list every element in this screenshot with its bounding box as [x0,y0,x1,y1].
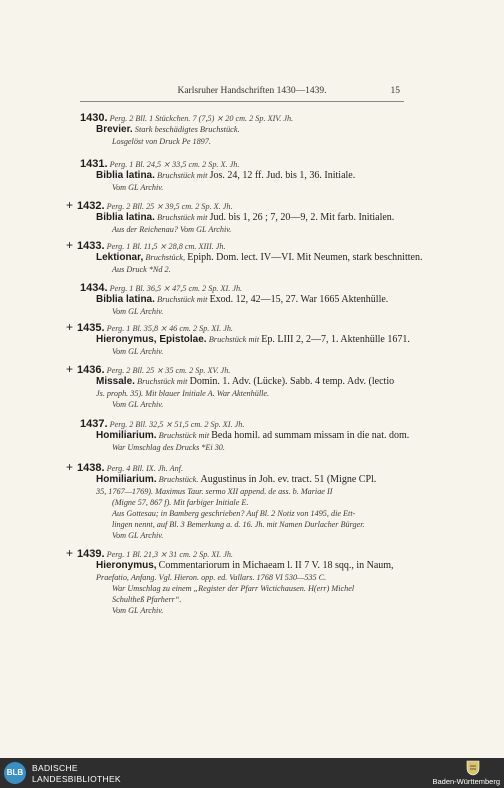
entry-description: Perg. 2 Bll. 25 ⨯ 35 cm. 2 Sp. XV. Jh. [106,366,231,375]
addition-mark: + [66,362,74,376]
library-name-line2: LANDESBIBLIOTHEK [32,774,121,784]
work-content: Epiph. Dom. lect. IV—VI. Mit Neumen, stark beschnitten. [187,252,423,263]
entry-header-line [66,362,230,376]
entry-continuation-line: Vom GL Archiv. [112,183,164,192]
entry-header-line [66,546,233,560]
entry-continuation-line: Aus Druck *Nd 2. [112,265,171,274]
work-content: Jos. 24, 12 ff. Jud. bis 1, 36. Initiale. [209,170,356,181]
entry-description: Perg. 1 Bl. 36,5 ⨯ 47,5 cm. 2 Sp. XI. Jh. [109,284,243,293]
work-title: Brevier. [96,124,133,135]
entry-continuation-line: Praefatio, Anfang. Vgl. Hieron. opp. ed. Vallars. 1768 VI 530—535 C. [96,573,327,582]
entry-continuation-line: Aus Gottesau; in Bamberg geschrieben? Auf Bl. 2 Notiz von 1495, die Ett- [112,509,356,518]
page-number: 15 [390,86,400,96]
entry-description: Perg. 1 Bl. 11,5 ⨯ 28,8 cm. XIII. Jh. [106,242,226,251]
entry-header-line [66,460,183,474]
entry-description: Perg. 1 Bl. 35,8 ⨯ 46 cm. 2 Sp. XI. Jh. [106,324,233,333]
entry-continuation-line: Aus der Reichenau? Vom GL Archiv. [112,225,232,234]
entry-header-line [66,110,293,124]
work-content: Domin. 1. Adv. (Lücke). Sabb. 4 temp. Adv. (lectio [189,376,395,387]
library-name-line1: BADISCHE [32,763,78,773]
addition-mark: + [66,198,74,212]
entry-number: 1431. [80,158,108,170]
addition-mark: + [66,320,74,334]
entry-number: 1439. [77,548,105,560]
entry-number: 1433. [77,240,105,252]
work-content: Ep. LIII 2, 2—7, 1. Aktenhülle 1671. [261,334,410,345]
entry-number: 1430. [80,112,108,124]
entry-number: 1437. [80,418,108,430]
entry-title-line [96,376,394,387]
work-note: Bruchstück mit [137,377,188,386]
entry-description: Perg. 2 Bll. 32,5 ⨯ 51,5 cm. 2 Sp. XI. Jh. [109,420,245,429]
entry-number: 1434. [80,282,108,294]
footer-bar [0,758,504,788]
entry-continuation-line: War Umschlag des Drucks *Ei 30. [112,443,225,452]
entry-number: 1432. [77,200,105,212]
entry-title-line [96,170,355,181]
entry-continuation-line: Schultheß Pfarherr“. [112,595,182,604]
entry-continuation-line: Js. proph. 35). Mit blauer Initiale A. War Aktenhülle. [96,389,270,398]
coat-of-arms-icon [466,760,480,776]
entry-title-line [96,124,240,135]
region-label: Baden-Württemberg [432,777,500,786]
work-content: Jud. bis 1, 26 ; 7, 20—9, 2. Mit farb. Initialen. [209,212,395,223]
entry-continuation-line: Vom GL Archiv. [112,400,164,409]
entry-header-line [66,320,233,334]
entry-continuation-line: 35, 1767—1769). Maximus Taur. sermo XII append. de ass. b. Mariae II [96,487,333,496]
work-title: Biblia latina. [96,294,155,305]
header-title: Karlsruher Handschriften 1430—1439. [177,86,327,96]
work-note: Stark beschädigtes Bruchstück. [134,125,240,134]
entry-header-line [66,416,244,430]
entry-header-line [66,156,239,170]
work-note: Bruchstück mit [157,213,208,222]
entry-title-line [96,474,376,485]
work-content: Beda homil. ad summam missam in die nat. dom. [211,430,410,441]
addition-mark: + [66,460,74,474]
work-note: Bruchstück. [158,475,199,484]
entry-description: Perg. 4 Bll. IX. Jh. Anf. [106,464,183,473]
entry-description: Perg. 2 Bll. 1 Stückchen. 7 (7,5) ⨯ 20 cm. 2 Sp. XIV. Jh. [109,114,294,123]
entry-title-line [96,430,409,441]
work-title: Lektionar, [96,252,144,263]
entry-continuation-line: Vom GL Archiv. [112,606,164,615]
entry-continuation-line: Vom GL Archiv. [112,347,164,356]
entry-number: 1438. [77,462,105,474]
work-title: Missale. [96,376,135,387]
entry-title-line [96,212,394,223]
entry-continuation-line: (Migne 57, 867 f). Mit farbiger Initiale E. [112,498,249,507]
work-note: Bruchstück mit [157,171,208,180]
header-rule [80,101,404,102]
work-note: Bruchstück mit [158,431,210,440]
work-title: Homiliarium. [96,430,157,441]
entry-title-line [96,252,422,263]
entry-continuation-line: Losgelöst von Druck Pe 1897. [112,137,211,146]
entry-header-line [66,280,242,294]
entry-continuation-line: Vom GL Archiv. [112,307,164,316]
work-content: Commentariorum in Michaeam l. II 7 V. 18 sqq., in Naum, [158,560,394,571]
work-title: Homiliarium. [96,474,157,485]
addition-mark: + [66,546,74,560]
work-note: Bruchstück mit [157,295,208,304]
work-content: Exod. 12, 42—15, 27. War 1665 Aktenhülle. [209,294,389,305]
work-note: Bruchstück, [145,253,186,262]
blb-logo: BLB [4,762,26,784]
work-title: Hieronymus, Epistolae. [96,334,207,345]
work-content: Augustinus in Joh. ev. tract. 51 (Migne CPl. [200,474,377,485]
entry-continuation-line: War Umschlag zu einem „Register der Pfarr Wictichausen. H(err) Michel [112,584,355,593]
entry-header-line [66,198,233,212]
entry-description: Perg. 1 Bl. 21,3 ⨯ 31 cm. 2 Sp. XI. Jh. [106,550,233,559]
work-title: Biblia latina. [96,212,155,223]
addition-mark: + [66,238,74,252]
running-header [0,86,504,100]
entry-title-line [96,334,410,345]
entry-description: Perg. 2 Bll. 25 ⨯ 39,5 cm. 2 Sp. X. Jh. [106,202,233,211]
entry-title-line [96,560,394,571]
entry-number: 1435. [77,322,105,334]
entry-title-line [96,294,388,305]
entry-continuation-line: lingen nennt, auf Bl. 3 Bemerkung a. d. 16. Jh. mit Namen Durlacher Bürger. [112,520,365,529]
entry-number: 1436. [77,364,105,376]
entry-header-line [66,238,226,252]
entry-continuation-line: Vom GL Archiv. [112,531,164,540]
work-title: Biblia latina. [96,170,155,181]
work-note: Bruchstück mit [208,335,260,344]
work-title: Hieronymus, [96,560,157,571]
entry-description: Perg. 1 Bl. 24,5 ⨯ 33,5 cm. 2 Sp. X. Jh. [109,160,240,169]
